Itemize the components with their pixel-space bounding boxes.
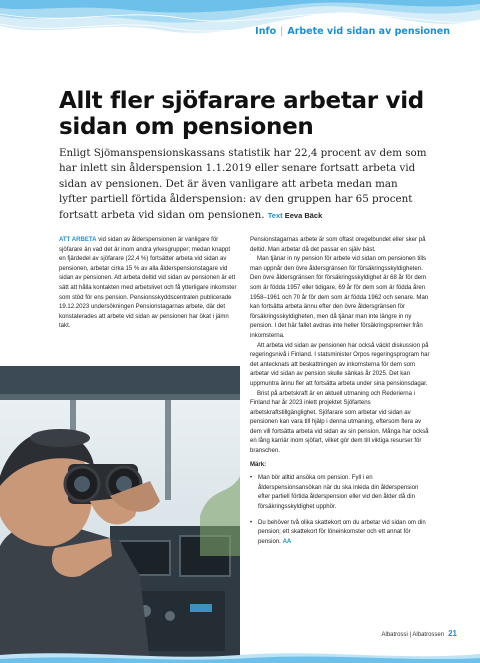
note-item-2	[250, 519, 431, 548]
note-item-1	[250, 474, 431, 512]
article-title: Allt fler sjöfarare arbetar vid sidan om pensionen	[59, 88, 424, 140]
author-credit	[268, 211, 323, 220]
article-lead	[59, 146, 429, 223]
right-paragraph-1: Pensionstagarnas arbete är som oftast oregelbundet eller sker på deltid. Man arbetar då det passar en själv bäst.	[250, 237, 426, 253]
page-footer	[382, 629, 458, 638]
left-paragraph-text: vid sidan av ålderspensionen är vanligare för sjöfarare än vad det är inom andra yrkesgrupper; medan knappt en fjärdedel av sjöfarare (22,4 %) fortsätter arbeta vid sidan av pensionen, arbetar cirka 15 % av alla ålderspensionstagare vid sidan av pensionen. Att arbeta deltid vid sidan av pensionen är ett sätt att hålla kontakten med arbetslivet och få ytterligare inkomster som stöd för ens pension. Pensionsskyddscentralen publicerade 19.12.2023 undersökningen Pensionstagarnas arbete, där det konstaterades att arbete vid sidan av pensionen har ökat i jämn takt.	[59, 237, 237, 330]
lead-in-word: ATT ARBETA	[59, 237, 97, 243]
page-number: 21	[448, 629, 457, 638]
section-topic: Arbete vid sidan av pensionen	[287, 26, 450, 37]
left-paragraph	[59, 236, 237, 332]
note-item-2-text: Du behöver två olika skattekort om du arbetar vid sidan om din pension; ett skattekort för löneinkomster och ett annat för pension.	[258, 519, 426, 545]
author-name: Eeva Bäck	[284, 210, 323, 220]
section-header	[255, 26, 450, 37]
publication-name: Albatrossi | Albatrossen	[381, 632, 445, 638]
right-paragraph-4: Brist på arbetskraft är en aktuell utmaning och Rederierna i Finland har år 2023 inlett projektet Sjöfartens arbetskraftstillgänglighet. Sjöfarare som arbetar vid sidan av pensionen kan vara till hjälp i denna utmaning, eftersom flera av dem vill fortsätta arbeta vid sidan av sin pension. Många har också en lång karriär inom sjöfart, vilket gör dem till viktiga resurser för branschen.	[250, 390, 429, 455]
right-column	[250, 236, 431, 553]
credit-label: Text	[267, 210, 283, 220]
photo-sailor-binoculars	[0, 366, 240, 663]
note-list	[250, 474, 431, 547]
left-column	[59, 236, 237, 332]
section-label: Info	[255, 26, 277, 37]
section-separator: |	[280, 26, 284, 37]
right-paragraph-3: Att arbeta vid sidan av pensionen har också väckt diskussion på regeringsnivå i Finland. I statsminister Orpos regeringsprogram har det antecknats att beskattningen av inkomsterna för dem som arbetar vid sidan av pension skulle sänkas år 2025. Det kan uppmuntra ännu fler att fortsätta arbeta under sina pensionsdagar.	[250, 342, 430, 387]
end-mark-logo: AA	[282, 538, 292, 545]
note-item-1-text: Man bör alltid ansöka om pension. Fyll i en ålderspensionsansökan när du ska inleda din ålderspension efter partiell förtida ålderspension eller vid den ålder då din försäkringsskyldighet upphör.	[258, 475, 419, 511]
lead-text: Enligt Sjömanspensionskassans statistik har 22,4 procent av dem som har inlett sin ålderspension 1.1.2019 eller senare fortsatt arbeta vid sidan av pensionen. Det är även vanligare att arbeta medan man lyfter partiell förtida ålderspension: av den gruppen har 65 procent fortsatt arbeta vid sidan om pensionen.	[59, 147, 427, 221]
bullet-icon: •	[250, 519, 253, 526]
bottom-wave-decoration	[0, 649, 480, 663]
right-paragraph-2: Man tjänar in ny pension för arbete vid sidan om pensionen tills man uppnår den övre åldersgränsen för försäkringsskyldigheten. Den övre åldersgränsen för försäkringsskyldighet är 68 år för dem som är födda 1957 eller tidigare, 69 år för dem som är födda åren 1958–1961 och 70 år för dem som är födda 1962 och senare. Man kan fortsätta arbeta ännu efter den övre åldersgränsen för försäkringsskyldigheten, men då tjänar man inte längre in ny pension. I det här fallet avdras inte heller försäkringspremier från inkomsterna.	[250, 256, 429, 339]
note-heading: Märk:	[250, 461, 267, 468]
bullet-icon: •	[250, 475, 253, 482]
